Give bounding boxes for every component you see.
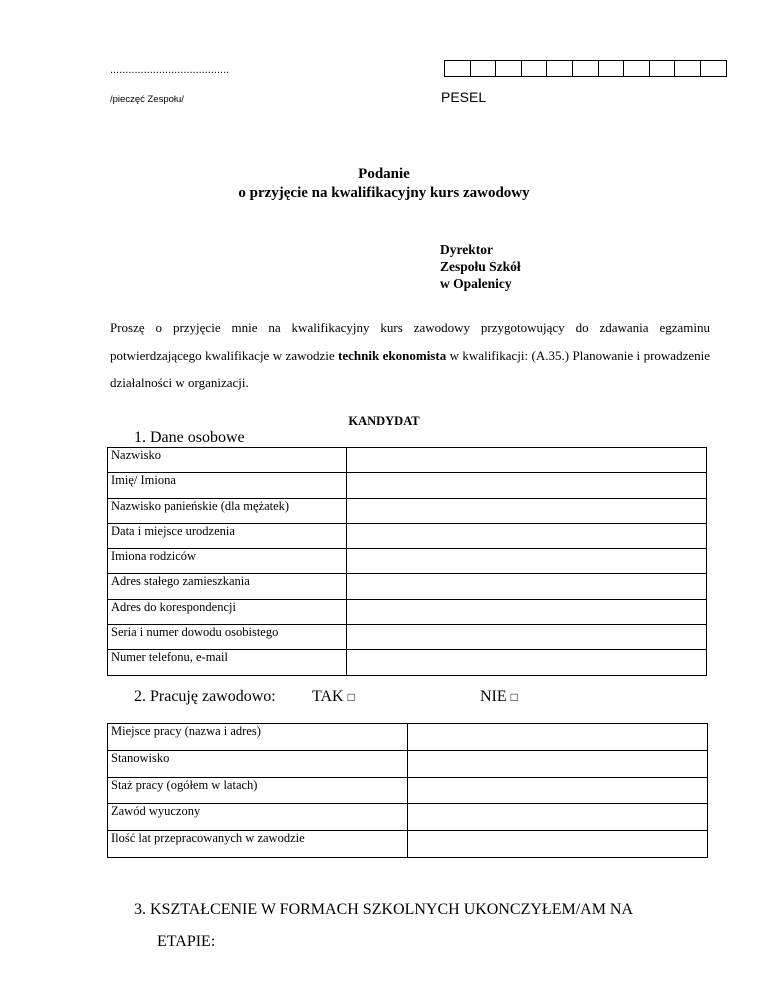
pesel-digit-box[interactable] [522, 60, 548, 77]
form-row [108, 804, 708, 831]
document-subtitle: o przyjęcie na kwalifikacyjny kurs zawodowy [238, 185, 530, 201]
request-paragraph [110, 314, 710, 397]
pesel-digit-box[interactable] [701, 60, 727, 77]
pesel-digit-box[interactable] [445, 60, 471, 77]
section3-title-line1: 3. KSZTAŁCENIE W FORMACH SZKOLNYCH UKONCZYŁEM/AM NA [134, 901, 634, 918]
addressee-line-2: Zespołu Szkół [440, 259, 521, 274]
stamp-placeholder-line: ....................................... [110, 64, 230, 76]
form-field-input[interactable] [347, 625, 707, 650]
form-field-input[interactable] [347, 599, 707, 624]
form-field-label: Staż pracy (ogółem w latach) [108, 777, 408, 804]
form-row [108, 724, 708, 751]
employed-yes-option[interactable] [312, 688, 355, 706]
form-field-input[interactable] [408, 804, 708, 831]
form-field-input[interactable] [347, 473, 707, 498]
form-field-label: Miejsce pracy (nazwa i adres) [108, 724, 408, 751]
form-row [108, 523, 707, 548]
form-field-label: Seria i numer dowodu osobistego [108, 625, 347, 650]
employed-yes-checkbox[interactable]: □ [347, 690, 355, 704]
stamp-label: /pieczęć Zespołu/ [110, 94, 184, 105]
form-row [108, 549, 707, 574]
form-row [108, 777, 708, 804]
pesel-label: PESEL [441, 89, 487, 105]
personal-data-table [107, 447, 707, 676]
pesel-digit-box[interactable] [650, 60, 676, 77]
form-row [108, 599, 707, 624]
form-field-label: Imiona rodziców [108, 549, 347, 574]
addressee-line-3: w Opalenicy [440, 276, 512, 291]
pesel-digit-boxes[interactable] [444, 60, 727, 77]
form-field-input[interactable] [347, 650, 707, 675]
candidate-heading: KANDYDAT [348, 414, 420, 428]
pesel-digit-box[interactable] [547, 60, 573, 77]
pesel-digit-box[interactable] [675, 60, 701, 77]
form-row [108, 498, 707, 523]
form-field-input[interactable] [408, 777, 708, 804]
form-row [108, 574, 707, 599]
form-row [108, 650, 707, 675]
form-row [108, 448, 707, 473]
form-field-input[interactable] [347, 549, 707, 574]
form-field-label: Stanowisko [108, 750, 408, 777]
pesel-digit-box[interactable] [573, 60, 599, 77]
form-field-label: Ilość lat przepracowanych w zawodzie [108, 831, 408, 858]
request-profession: technik ekonomista [338, 347, 447, 363]
form-field-input[interactable] [408, 831, 708, 858]
document-title: Podanie [358, 166, 410, 182]
form-row [108, 625, 707, 650]
form-row [108, 831, 708, 858]
form-field-label: Nazwisko [108, 448, 347, 473]
form-field-label: Data i miejsce urodzenia [108, 523, 347, 548]
form-row [108, 473, 707, 498]
form-row [108, 750, 708, 777]
form-field-label: Imię/ Imiona [108, 473, 347, 498]
form-field-input[interactable] [408, 724, 708, 751]
form-field-label: Adres do korespondencji [108, 599, 347, 624]
section2-title: 2. Pracuję zawodowo: [134, 688, 276, 705]
form-field-label: Adres stałego zamieszkania [108, 574, 347, 599]
employed-no-label: NIE [480, 688, 507, 705]
form-field-input[interactable] [347, 574, 707, 599]
pesel-digit-box[interactable] [471, 60, 497, 77]
form-field-label: Zawód wyuczony [108, 804, 408, 831]
form-field-label: Nazwisko panieńskie (dla mężatek) [108, 498, 347, 523]
form-field-input[interactable] [347, 448, 707, 473]
employment-table [107, 723, 708, 858]
form-field-label: Numer telefonu, e-mail [108, 650, 347, 675]
request-text-part1: Proszę o przyjęcie mnie na kwalifikacyjny kurs zawodowy przygotowujący do zdawania egzaminu potwierdzającego kwalifikacje w zawodzie [110, 320, 710, 363]
request-text-part2: w kwalifikacji: (A.35.) Planowanie i prowadzenie działalności w organizacji. [110, 347, 710, 390]
form-field-input[interactable] [347, 498, 707, 523]
section1-title: 1. Dane osobowe [134, 429, 245, 446]
pesel-digit-box[interactable] [624, 60, 650, 77]
section3-title-line2: ETAPIE: [157, 933, 216, 950]
form-field-input[interactable] [408, 750, 708, 777]
pesel-digit-box[interactable] [599, 60, 625, 77]
pesel-digit-box[interactable] [496, 60, 522, 77]
employed-no-checkbox[interactable]: □ [510, 690, 518, 704]
addressee-line-1: Dyrektor [440, 242, 493, 257]
employed-yes-label: TAK [312, 688, 344, 705]
form-field-input[interactable] [347, 523, 707, 548]
employed-no-option[interactable] [480, 688, 518, 706]
